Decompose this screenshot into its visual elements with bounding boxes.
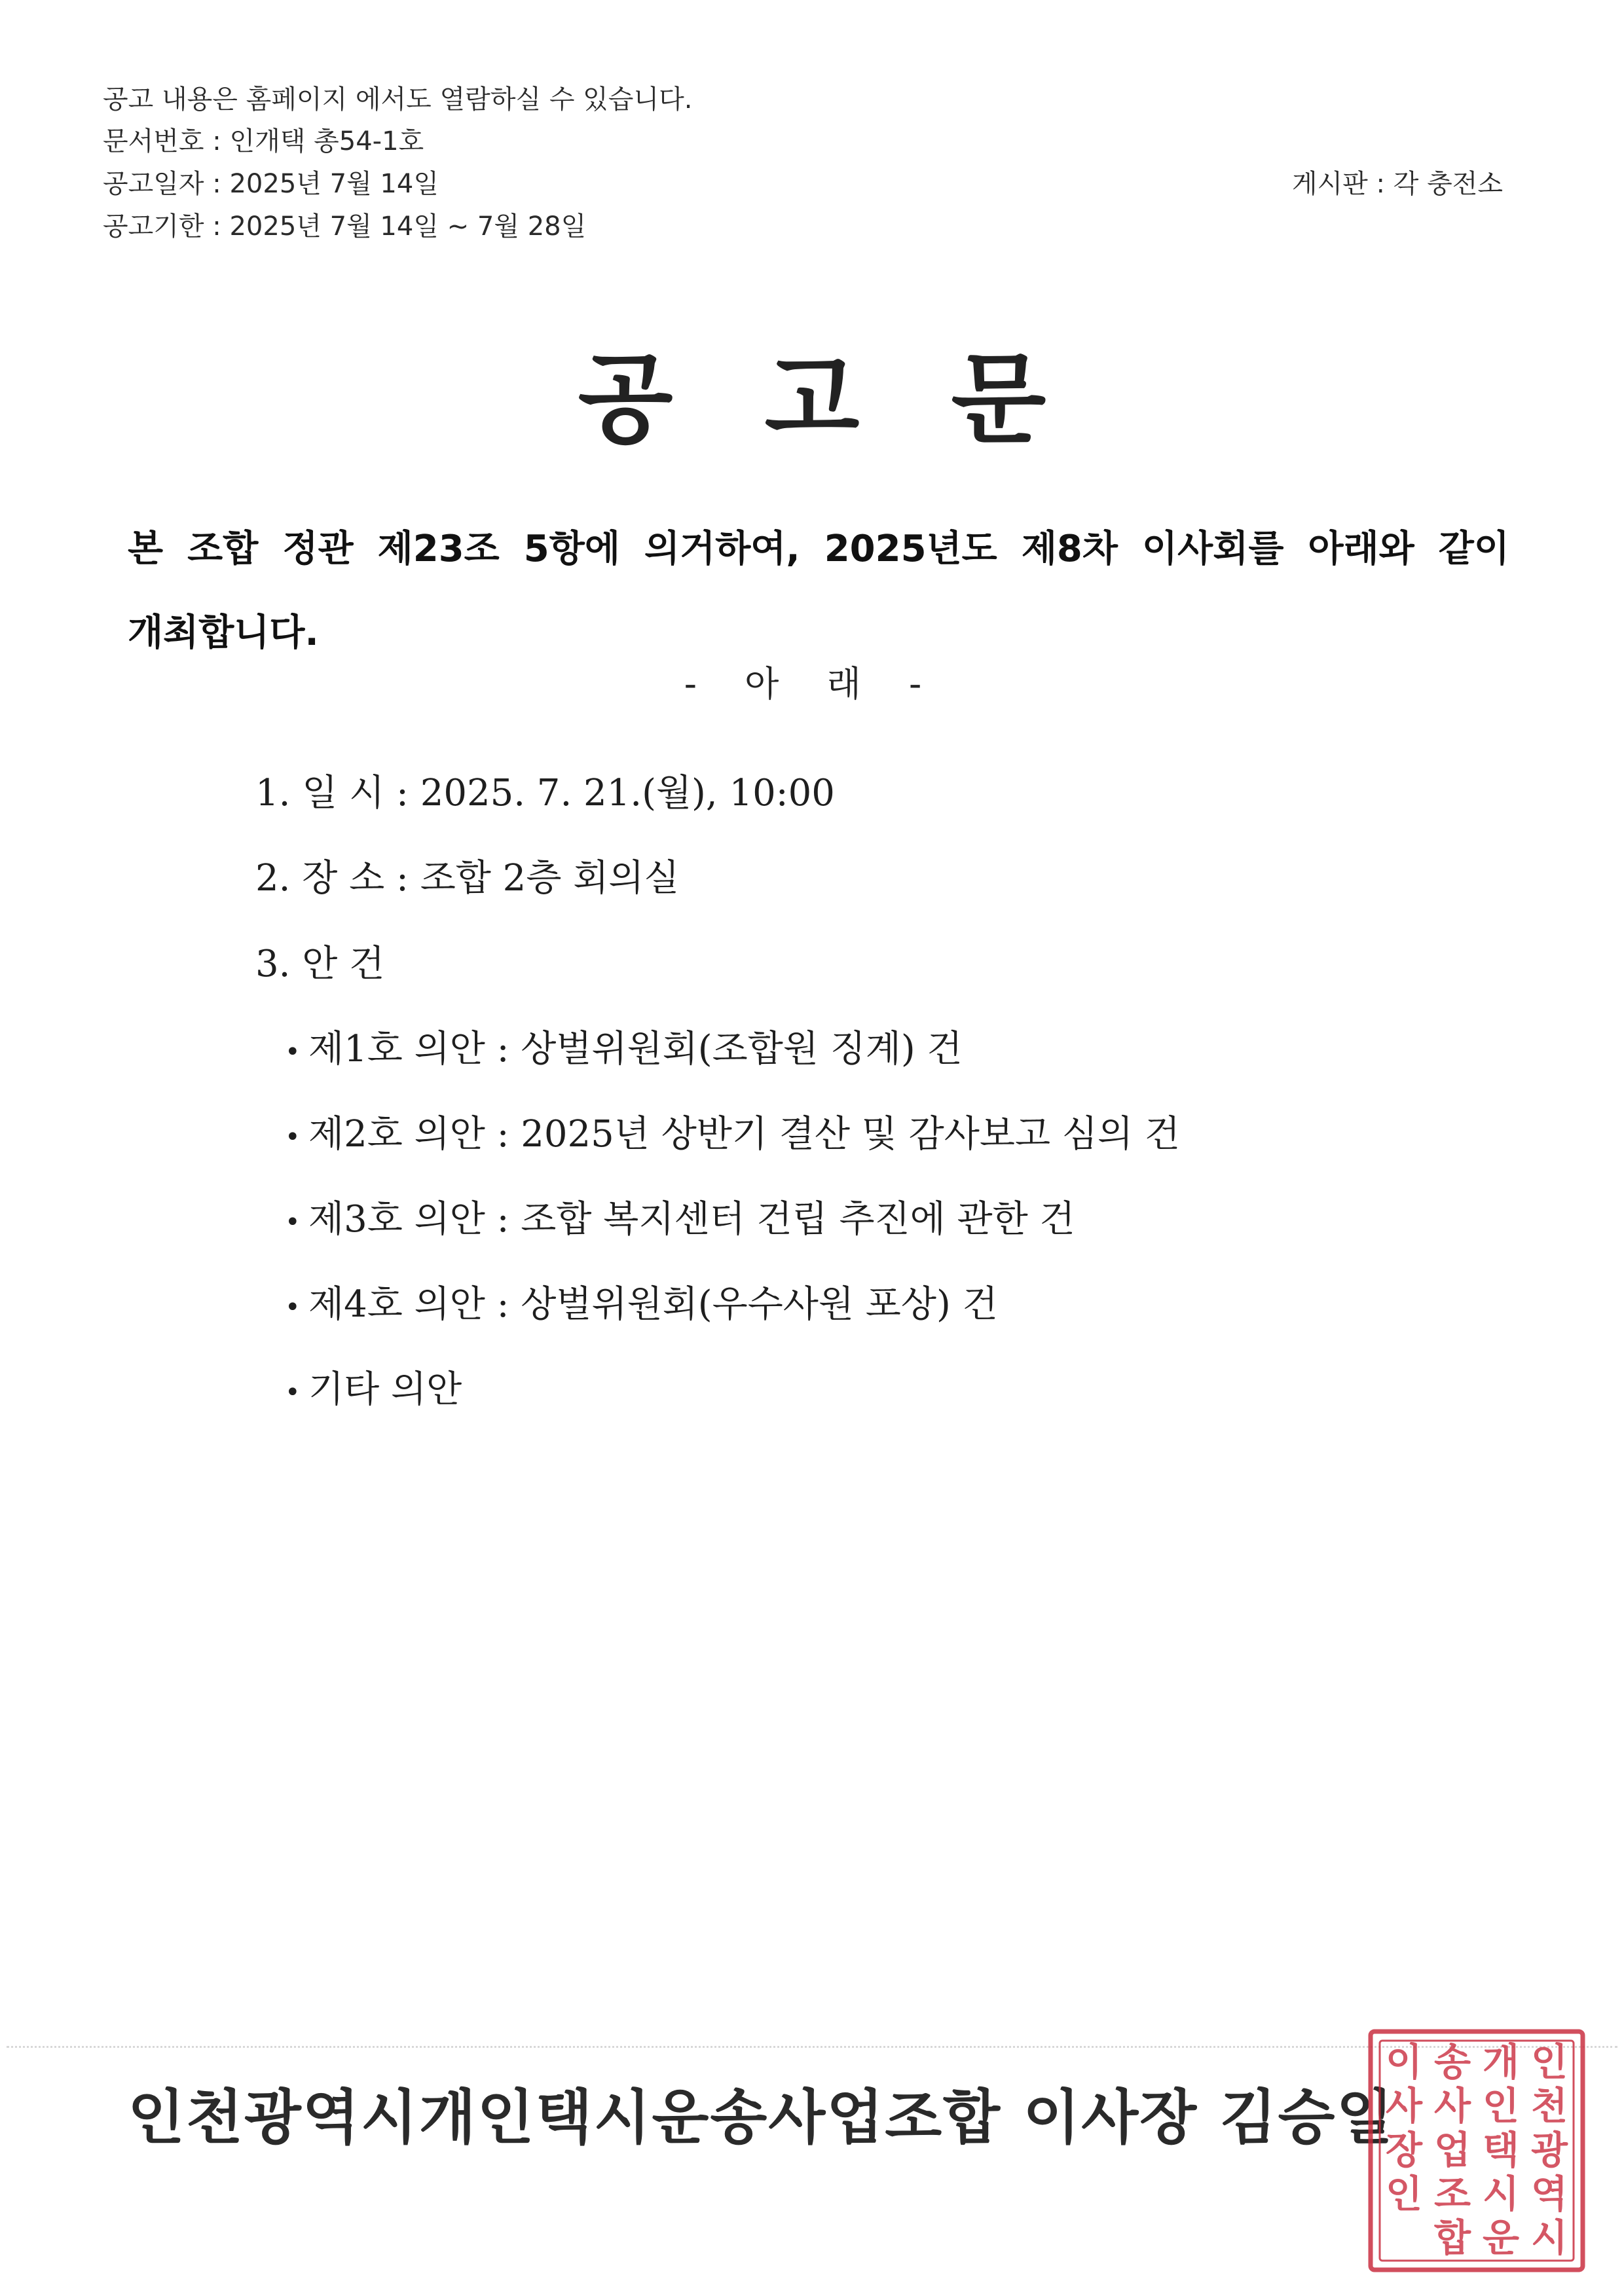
document-number: 문서번호 : 인개택 총54-1호	[103, 126, 424, 156]
seal-glyph: 이	[1385, 2039, 1423, 2085]
seal-glyph: 인	[1482, 2083, 1520, 2128]
seal-glyph: 인	[1530, 2039, 1568, 2085]
bullet-icon: •	[285, 1121, 301, 1152]
seal-glyph: 장	[1385, 2127, 1423, 2172]
bullet-icon: •	[285, 1292, 301, 1322]
seal-glyph: 사	[1433, 2083, 1471, 2128]
bulletin-board-label: 게시판 : 각 충전소	[1291, 169, 1503, 199]
below-heading: - 아 래 -	[684, 663, 940, 704]
seal-glyph: 조	[1433, 2172, 1471, 2217]
seal-glyph: 사	[1385, 2083, 1423, 2128]
agenda-item	[285, 1197, 1075, 1245]
bullet-icon: •	[285, 1036, 301, 1067]
agenda-item	[285, 1282, 998, 1330]
agenda-item-text: 제3호 의안 : 조합 복지센터 건립 추진에 관한 건	[308, 1198, 1075, 1241]
notice-date: 공고일자 : 2025년 7월 14일	[103, 169, 439, 199]
bullet-icon: •	[285, 1207, 301, 1237]
web-notice-text: 공고 내용은 홈페이지 에서도 열람하실 수 있습니다.	[103, 84, 693, 115]
agenda-item-text: 기타 의안	[308, 1368, 462, 1411]
agenda-item	[285, 1367, 462, 1415]
agenda-item-text: 제1호 의안 : 상벌위원회(조합원 징계) 건	[308, 1028, 963, 1070]
item-agenda-heading: 3. 안 건	[255, 943, 385, 985]
seal-glyph: 운	[1482, 2215, 1520, 2261]
agenda-item	[285, 1112, 1180, 1160]
item-location: 2. 장 소 : 조합 2층 회의실	[255, 857, 680, 900]
agenda-item	[285, 1027, 963, 1075]
seal-glyph: 역	[1530, 2172, 1568, 2217]
seal-glyph: 업	[1433, 2127, 1471, 2172]
agenda-item-text: 제2호 의안 : 2025년 상반기 결산 및 감사보고 심의 건	[308, 1113, 1180, 1156]
intro-paragraph: 본 조합 정관 제23조 5항에 의거하여, 2025년도 제8차 이사회를 아래와 같이 개최합니다.	[128, 528, 1509, 654]
signature-line: 인천광역시개인택시운송사업조합 이사장 김승일	[128, 2083, 1395, 2152]
seal-glyph: 개	[1482, 2039, 1520, 2085]
agenda-item-text: 제4호 의안 : 상벌위원회(우수사원 포상) 건	[308, 1283, 998, 1326]
seal-glyph: 천	[1530, 2083, 1568, 2128]
seal-glyph: 시	[1482, 2172, 1520, 2217]
seal-glyph: 시	[1530, 2215, 1568, 2261]
seal-glyph: 광	[1530, 2127, 1568, 2172]
bullet-icon: •	[285, 1377, 301, 1408]
document-title: 공고문	[578, 342, 1138, 457]
seal-glyph: 택	[1482, 2127, 1520, 2172]
official-seal-icon	[1365, 2026, 1588, 2275]
item-datetime: 1. 일 시 : 2025. 7. 21.(월), 10:00	[255, 772, 835, 814]
seal-glyph: 인	[1385, 2172, 1423, 2217]
notice-period: 공고기한 : 2025년 7월 14일 ~ 7월 28일	[103, 211, 587, 242]
seal-glyph: 송	[1433, 2039, 1471, 2085]
seal-glyph: 합	[1433, 2215, 1471, 2261]
